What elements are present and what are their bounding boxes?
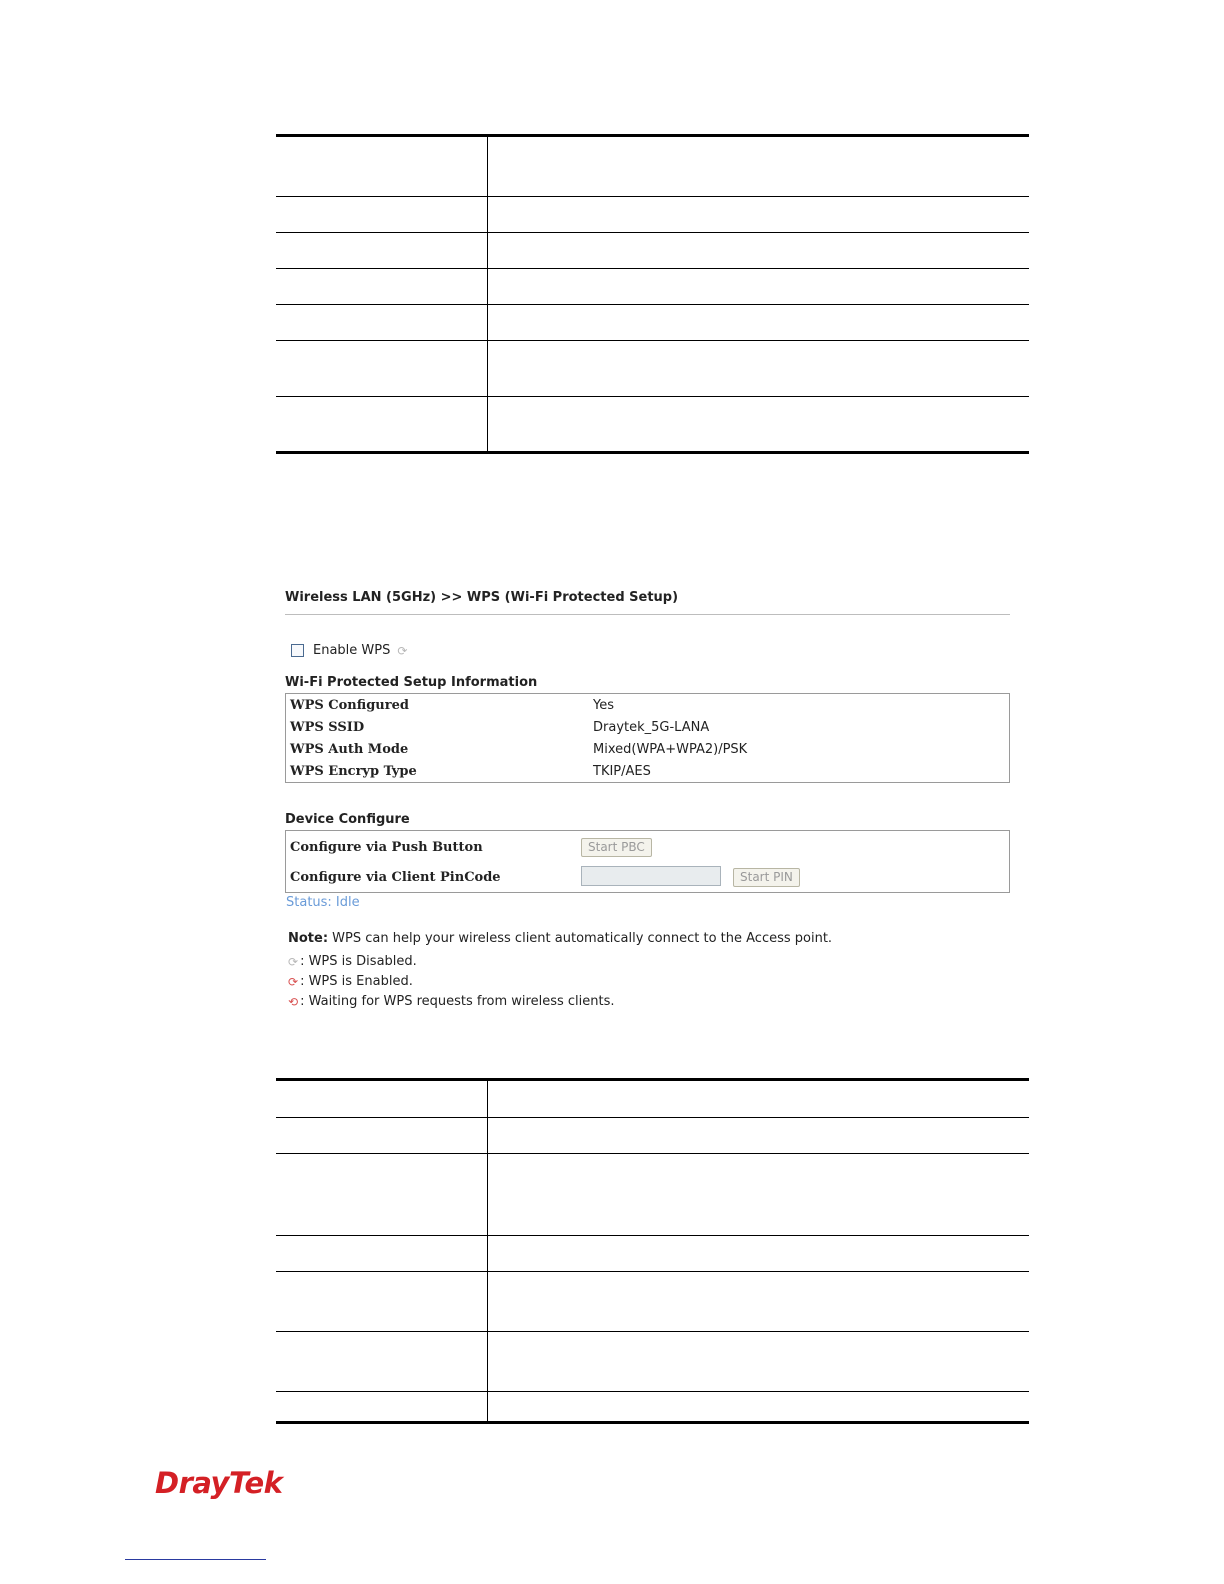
table-cell — [488, 1118, 1030, 1154]
client-pin-row — [286, 861, 1009, 891]
info-value: Mixed(WPA+WPA2)/PSK — [593, 742, 748, 757]
table-cell — [276, 1272, 488, 1332]
table-cell — [488, 1154, 1030, 1236]
legend-row — [288, 974, 413, 989]
table-cell — [276, 1332, 488, 1392]
table-cell — [276, 397, 488, 453]
note-label: Note: — [288, 931, 329, 946]
table-cell — [276, 305, 488, 341]
info-row — [286, 694, 1009, 716]
table-cell — [276, 1080, 488, 1118]
start-pbc-button[interactable]: Start PBC — [581, 838, 652, 857]
legend-text: : WPS is Enabled. — [300, 974, 413, 989]
top-description-table — [276, 134, 1029, 454]
info-value: TKIP/AES — [593, 764, 651, 779]
info-box — [285, 693, 1010, 783]
table-cell — [276, 341, 488, 397]
info-row — [286, 716, 1009, 738]
table-cell — [488, 341, 1030, 397]
page-title: Wireless LAN (5GHz) >> WPS (Wi-Fi Protected Setup) — [285, 590, 679, 605]
info-label: WPS Encryp Type — [290, 764, 417, 779]
table-cell — [276, 1236, 488, 1272]
info-value: Yes — [593, 698, 614, 713]
table-cell — [488, 305, 1030, 341]
legend-text: : Waiting for WPS requests from wireless clients. — [300, 994, 615, 1009]
info-label: WPS Auth Mode — [290, 742, 409, 757]
legend-row — [288, 994, 615, 1009]
table-cell — [276, 197, 488, 233]
title-divider — [285, 614, 1010, 615]
device-section-title: Device Configure — [285, 812, 410, 827]
footer-divider — [125, 1559, 266, 1560]
table-cell — [488, 233, 1030, 269]
table-cell — [488, 397, 1030, 453]
table-cell — [488, 197, 1030, 233]
table-cell — [276, 136, 488, 197]
table-cell — [488, 1332, 1030, 1392]
wps-enabled-icon: ⟳ — [288, 974, 299, 989]
wps-waiting-icon: ⟲ — [288, 994, 299, 1009]
enable-wps-row — [291, 643, 407, 658]
legend-text: : WPS is Disabled. — [300, 954, 417, 969]
table-cell — [488, 1392, 1030, 1423]
table-cell — [276, 1392, 488, 1423]
enable-wps-label: Enable WPS — [313, 643, 391, 658]
status-text: Status: Idle — [286, 895, 360, 910]
table-cell — [488, 136, 1030, 197]
device-box — [285, 830, 1010, 893]
note-text — [288, 931, 832, 946]
info-value: Draytek_5G-LANA — [593, 720, 710, 735]
table-cell — [276, 1154, 488, 1236]
info-row — [286, 760, 1009, 782]
info-label: WPS SSID — [290, 720, 365, 735]
wps-disabled-icon: ⟳ — [397, 643, 408, 658]
info-label: WPS Configured — [290, 698, 409, 713]
table-cell — [488, 1272, 1030, 1332]
draytek-logo: DrayTek — [155, 1466, 283, 1500]
push-button-label: Configure via Push Button — [290, 840, 483, 855]
info-section-title: Wi-Fi Protected Setup Information — [285, 675, 538, 690]
table-cell — [488, 269, 1030, 305]
enable-wps-checkbox[interactable] — [291, 644, 304, 657]
table-cell — [488, 1080, 1030, 1118]
note-body: WPS can help your wireless client automatically connect to the Access point. — [328, 931, 833, 946]
client-pin-label: Configure via Client PinCode — [290, 870, 501, 885]
pin-code-input[interactable] — [581, 866, 721, 886]
bottom-description-table — [276, 1078, 1029, 1424]
table-cell — [276, 269, 488, 305]
table-cell — [276, 1118, 488, 1154]
start-pin-button[interactable]: Start PIN — [733, 868, 800, 887]
table-cell — [488, 1236, 1030, 1272]
legend-row — [288, 954, 417, 969]
table-cell — [276, 233, 488, 269]
wps-disabled-icon: ⟳ — [288, 954, 299, 969]
info-row — [286, 738, 1009, 760]
push-button-row — [286, 831, 1009, 861]
